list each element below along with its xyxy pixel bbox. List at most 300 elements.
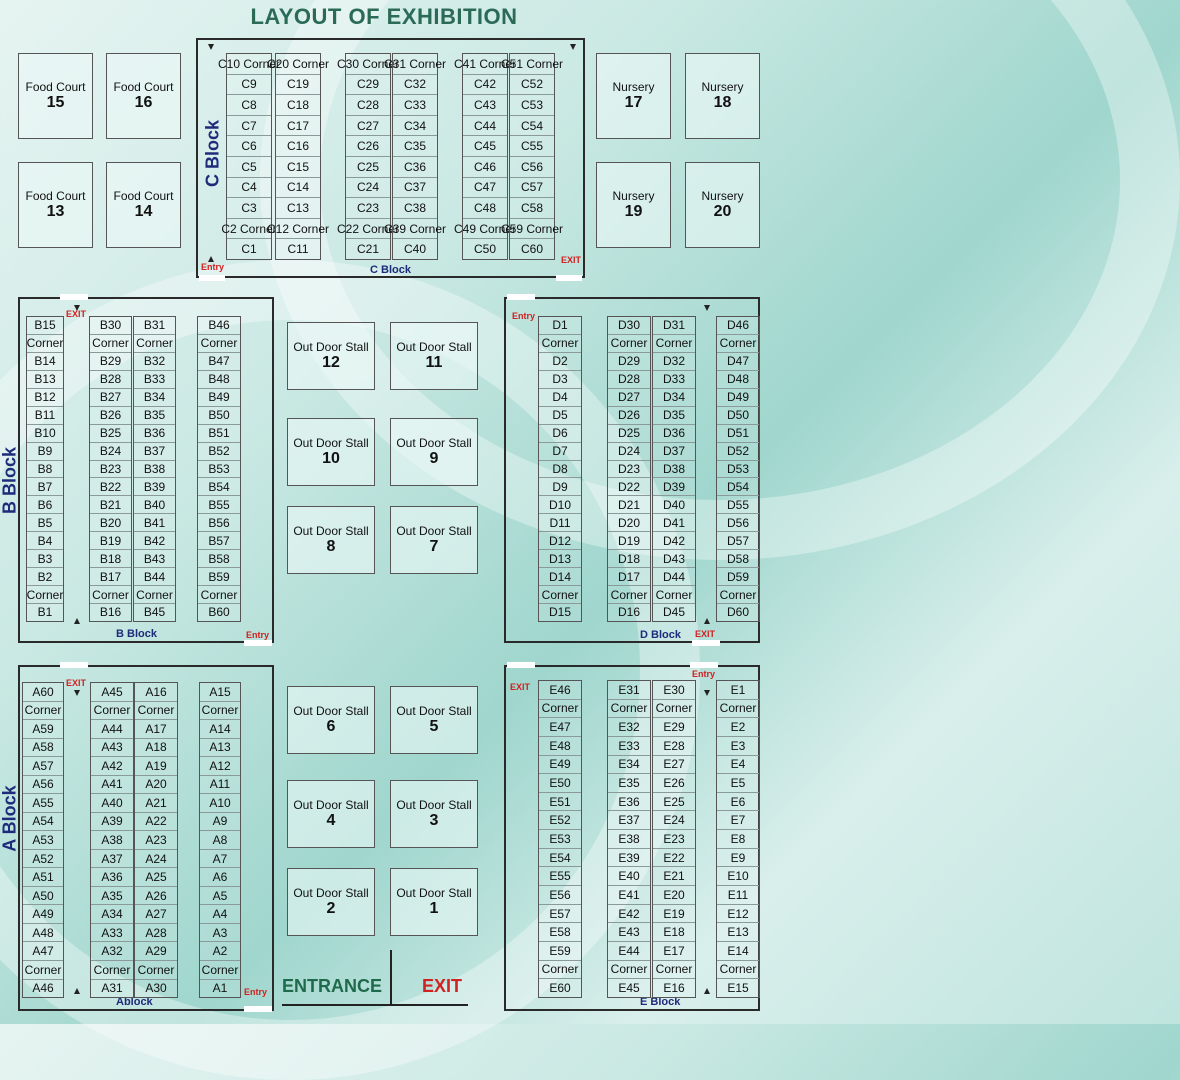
stall-cell[interactable]: B35 [134, 407, 175, 425]
stall-cell[interactable]: D35 [653, 407, 695, 425]
stall-cell[interactable]: B14 [27, 353, 63, 371]
e-entry-door[interactable] [690, 662, 718, 668]
stall-cell[interactable]: E57 [539, 905, 581, 924]
stall-cell[interactable]: E49 [539, 756, 581, 775]
stall-cell[interactable]: A59 [23, 720, 63, 739]
stall-cell[interactable]: C39 Corner [393, 219, 437, 240]
stall-cell[interactable]: C42 [463, 75, 507, 96]
food-court-16[interactable] [106, 53, 181, 139]
stall-cell[interactable]: D32 [653, 353, 695, 371]
stall-cell[interactable]: A36 [91, 868, 133, 887]
stall-cell[interactable]: E26 [653, 774, 695, 793]
stall-cell[interactable]: Corner [653, 335, 695, 353]
nursery-20[interactable] [685, 162, 760, 248]
stall-cell[interactable]: A32 [91, 942, 133, 961]
stall-cell[interactable]: A31 [91, 980, 133, 998]
stall-cell[interactable]: D42 [653, 532, 695, 550]
stall-cell[interactable]: C60 [510, 239, 554, 259]
stall-cell[interactable]: Corner [198, 586, 240, 604]
stall-cell[interactable]: C11 [276, 239, 320, 259]
stall-cell[interactable]: E16 [653, 979, 695, 997]
stall-cell[interactable]: D30 [608, 317, 650, 335]
stall-cell[interactable]: E32 [608, 718, 650, 737]
stall-cell[interactable]: D60 [717, 604, 759, 621]
stall-cell[interactable]: Corner [608, 961, 650, 980]
stall-cell[interactable]: C23 [346, 198, 390, 219]
stall-cell[interactable]: D3 [539, 371, 581, 389]
stall-cell[interactable]: C55 [510, 136, 554, 157]
stall-cell[interactable]: D57 [717, 532, 759, 550]
b-exit-door[interactable] [60, 294, 88, 300]
stall-cell[interactable]: B50 [198, 407, 240, 425]
stall-cell[interactable]: C14 [276, 178, 320, 199]
stall-cell[interactable]: E43 [608, 923, 650, 942]
stall-cell[interactable]: B6 [27, 496, 63, 514]
stall-cell[interactable]: E15 [717, 979, 759, 997]
stall-cell[interactable]: D34 [653, 389, 695, 407]
outdoor-stall-5[interactable] [390, 686, 478, 754]
stall-cell[interactable]: A8 [200, 831, 240, 850]
stall-cell[interactable]: C34 [393, 116, 437, 137]
stall-cell[interactable]: C12 Corner [276, 219, 320, 240]
stall-cell[interactable]: A35 [91, 887, 133, 906]
stall-cell[interactable]: B60 [198, 604, 240, 621]
outdoor-stall-1[interactable] [390, 868, 478, 936]
stall-cell[interactable]: A23 [135, 831, 177, 850]
stall-cell[interactable]: C58 [510, 198, 554, 219]
stall-cell[interactable]: D20 [608, 514, 650, 532]
stall-cell[interactable]: A30 [135, 980, 177, 998]
stall-cell[interactable]: A29 [135, 942, 177, 961]
outdoor-stall-4[interactable] [287, 780, 375, 848]
stall-cell[interactable]: E7 [717, 811, 759, 830]
stall-cell[interactable]: B41 [134, 514, 175, 532]
stall-cell[interactable]: E56 [539, 886, 581, 905]
stall-cell[interactable]: C31 Corner [393, 54, 437, 75]
a-entry-door[interactable] [244, 1006, 272, 1012]
stall-cell[interactable]: C22 Corner [346, 219, 390, 240]
outdoor-stall-2[interactable] [287, 868, 375, 936]
stall-cell[interactable]: B51 [198, 425, 240, 443]
stall-cell[interactable]: A17 [135, 720, 177, 739]
stall-cell[interactable]: B59 [198, 568, 240, 586]
stall-cell[interactable]: A56 [23, 776, 63, 795]
stall-cell[interactable]: B17 [90, 568, 131, 586]
stall-cell[interactable]: D12 [539, 532, 581, 550]
stall-cell[interactable]: Corner [653, 586, 695, 604]
stall-cell[interactable]: A52 [23, 850, 63, 869]
stall-cell[interactable]: B43 [134, 550, 175, 568]
stall-cell[interactable]: D56 [717, 514, 759, 532]
stall-cell[interactable]: C54 [510, 116, 554, 137]
nursery-18[interactable] [685, 53, 760, 139]
stall-cell[interactable]: A55 [23, 794, 63, 813]
stall-cell[interactable]: C5 [227, 157, 271, 178]
stall-cell[interactable]: D46 [717, 317, 759, 335]
stall-cell[interactable]: B34 [134, 389, 175, 407]
stall-cell[interactable]: C35 [393, 136, 437, 157]
stall-cell[interactable]: Corner [717, 961, 759, 980]
stall-cell[interactable]: C52 [510, 75, 554, 96]
stall-cell[interactable]: C13 [276, 198, 320, 219]
stall-cell[interactable]: C26 [346, 136, 390, 157]
stall-cell[interactable]: B31 [134, 317, 175, 335]
stall-cell[interactable]: B33 [134, 371, 175, 389]
stall-cell[interactable]: A14 [200, 720, 240, 739]
stall-cell[interactable]: C18 [276, 95, 320, 116]
stall-cell[interactable]: A15 [200, 683, 240, 702]
stall-cell[interactable]: E13 [717, 923, 759, 942]
stall-cell[interactable]: B37 [134, 443, 175, 461]
stall-cell[interactable]: Corner [135, 961, 177, 980]
stall-cell[interactable]: A44 [91, 720, 133, 739]
stall-cell[interactable]: B53 [198, 461, 240, 479]
stall-cell[interactable]: A10 [200, 794, 240, 813]
stall-cell[interactable]: C28 [346, 95, 390, 116]
stall-cell[interactable]: B19 [90, 532, 131, 550]
stall-cell[interactable]: B3 [27, 550, 63, 568]
stall-cell[interactable]: B8 [27, 461, 63, 479]
stall-cell[interactable]: A37 [91, 850, 133, 869]
food-court-15[interactable] [18, 53, 93, 139]
stall-cell[interactable]: A9 [200, 813, 240, 832]
stall-cell[interactable]: Corner [653, 961, 695, 980]
stall-cell[interactable]: A41 [91, 776, 133, 795]
stall-cell[interactable]: D51 [717, 425, 759, 443]
stall-cell[interactable]: A26 [135, 887, 177, 906]
stall-cell[interactable]: C3 [227, 198, 271, 219]
stall-cell[interactable]: A34 [91, 905, 133, 924]
stall-cell[interactable]: D23 [608, 461, 650, 479]
stall-cell[interactable]: D55 [717, 496, 759, 514]
stall-cell[interactable]: E54 [539, 849, 581, 868]
stall-cell[interactable]: Corner [717, 586, 759, 604]
stall-cell[interactable]: B7 [27, 478, 63, 496]
stall-cell[interactable]: B58 [198, 550, 240, 568]
stall-cell[interactable]: B38 [134, 461, 175, 479]
stall-cell[interactable]: E5 [717, 774, 759, 793]
stall-cell[interactable]: D7 [539, 443, 581, 461]
stall-cell[interactable]: D33 [653, 371, 695, 389]
stall-cell[interactable]: E21 [653, 867, 695, 886]
stall-cell[interactable]: Corner [90, 335, 131, 353]
stall-cell[interactable]: E14 [717, 942, 759, 961]
stall-cell[interactable]: B54 [198, 478, 240, 496]
stall-cell[interactable]: B15 [27, 317, 63, 335]
stall-cell[interactable]: E42 [608, 905, 650, 924]
stall-cell[interactable]: D47 [717, 353, 759, 371]
stall-cell[interactable]: D8 [539, 461, 581, 479]
stall-cell[interactable]: A45 [91, 683, 133, 702]
stall-cell[interactable]: A19 [135, 757, 177, 776]
stall-cell[interactable]: D16 [608, 604, 650, 621]
stall-cell[interactable]: D5 [539, 407, 581, 425]
stall-cell[interactable]: B49 [198, 389, 240, 407]
stall-cell[interactable]: E34 [608, 756, 650, 775]
outdoor-stall-7[interactable] [390, 506, 478, 574]
outdoor-stall-6[interactable] [287, 686, 375, 754]
stall-cell[interactable]: E52 [539, 811, 581, 830]
stall-cell[interactable]: B4 [27, 532, 63, 550]
stall-cell[interactable]: C45 [463, 136, 507, 157]
stall-cell[interactable]: A5 [200, 887, 240, 906]
stall-cell[interactable]: E37 [608, 811, 650, 830]
stall-cell[interactable]: D31 [653, 317, 695, 335]
stall-cell[interactable]: B52 [198, 443, 240, 461]
stall-cell[interactable]: E31 [608, 681, 650, 700]
stall-cell[interactable]: D4 [539, 389, 581, 407]
stall-cell[interactable]: A16 [135, 683, 177, 702]
stall-cell[interactable]: A21 [135, 794, 177, 813]
stall-cell[interactable]: C17 [276, 116, 320, 137]
stall-cell[interactable]: B21 [90, 496, 131, 514]
stall-cell[interactable]: Corner [135, 702, 177, 721]
stall-cell[interactable]: D18 [608, 550, 650, 568]
stall-cell[interactable]: Corner [198, 335, 240, 353]
stall-cell[interactable]: D17 [608, 568, 650, 586]
stall-cell[interactable]: A24 [135, 850, 177, 869]
stall-cell[interactable]: A1 [200, 980, 240, 998]
stall-cell[interactable]: A4 [200, 905, 240, 924]
stall-cell[interactable]: D53 [717, 461, 759, 479]
stall-cell[interactable]: B2 [27, 568, 63, 586]
stall-cell[interactable]: A22 [135, 813, 177, 832]
stall-cell[interactable]: E59 [539, 942, 581, 961]
stall-cell[interactable]: Corner [91, 702, 133, 721]
stall-cell[interactable]: C38 [393, 198, 437, 219]
stall-cell[interactable]: A47 [23, 942, 63, 961]
stall-cell[interactable]: C8 [227, 95, 271, 116]
stall-cell[interactable]: E35 [608, 774, 650, 793]
stall-cell[interactable]: Corner [539, 335, 581, 353]
stall-cell[interactable]: C20 Corner [276, 54, 320, 75]
stall-cell[interactable]: C56 [510, 157, 554, 178]
stall-cell[interactable]: A49 [23, 905, 63, 924]
stall-cell[interactable]: A20 [135, 776, 177, 795]
stall-cell[interactable]: C6 [227, 136, 271, 157]
stall-cell[interactable]: Corner [539, 961, 581, 980]
stall-cell[interactable]: A3 [200, 924, 240, 943]
outdoor-stall-12[interactable] [287, 322, 375, 390]
stall-cell[interactable]: D19 [608, 532, 650, 550]
stall-cell[interactable]: E27 [653, 756, 695, 775]
stall-cell[interactable]: B22 [90, 478, 131, 496]
stall-cell[interactable]: B5 [27, 514, 63, 532]
stall-cell[interactable]: E24 [653, 811, 695, 830]
stall-cell[interactable]: B18 [90, 550, 131, 568]
stall-cell[interactable]: C41 Corner [463, 54, 507, 75]
stall-cell[interactable]: C47 [463, 178, 507, 199]
stall-cell[interactable]: D2 [539, 353, 581, 371]
stall-cell[interactable]: C51 Corner [510, 54, 554, 75]
stall-cell[interactable]: A7 [200, 850, 240, 869]
stall-cell[interactable]: B55 [198, 496, 240, 514]
stall-cell[interactable]: A25 [135, 868, 177, 887]
stall-cell[interactable]: C32 [393, 75, 437, 96]
outdoor-stall-11[interactable] [390, 322, 478, 390]
stall-cell[interactable]: C40 [393, 239, 437, 259]
stall-cell[interactable]: C7 [227, 116, 271, 137]
stall-cell[interactable]: C19 [276, 75, 320, 96]
stall-cell[interactable]: E6 [717, 793, 759, 812]
stall-cell[interactable]: E20 [653, 886, 695, 905]
d-exit-door[interactable] [692, 640, 720, 646]
stall-cell[interactable]: B44 [134, 568, 175, 586]
stall-cell[interactable]: A51 [23, 868, 63, 887]
stall-cell[interactable]: B23 [90, 461, 131, 479]
stall-cell[interactable]: E2 [717, 718, 759, 737]
stall-cell[interactable]: B28 [90, 371, 131, 389]
stall-cell[interactable]: A42 [91, 757, 133, 776]
stall-cell[interactable]: E53 [539, 830, 581, 849]
stall-cell[interactable]: C4 [227, 178, 271, 199]
stall-cell[interactable]: D58 [717, 550, 759, 568]
stall-cell[interactable]: E17 [653, 942, 695, 961]
stall-cell[interactable]: D29 [608, 353, 650, 371]
stall-cell[interactable]: A11 [200, 776, 240, 795]
stall-cell[interactable]: D13 [539, 550, 581, 568]
stall-cell[interactable]: E9 [717, 849, 759, 868]
stall-cell[interactable]: B39 [134, 478, 175, 496]
stall-cell[interactable]: C10 Corner [227, 54, 271, 75]
stall-cell[interactable]: C1 [227, 239, 271, 259]
stall-cell[interactable]: E38 [608, 830, 650, 849]
stall-cell[interactable]: E39 [608, 849, 650, 868]
stall-cell[interactable]: D10 [539, 496, 581, 514]
stall-cell[interactable]: C37 [393, 178, 437, 199]
stall-cell[interactable]: E33 [608, 737, 650, 756]
stall-cell[interactable]: C30 Corner [346, 54, 390, 75]
stall-cell[interactable]: D44 [653, 568, 695, 586]
stall-cell[interactable]: A54 [23, 813, 63, 832]
stall-cell[interactable]: D24 [608, 443, 650, 461]
stall-cell[interactable]: D54 [717, 478, 759, 496]
stall-cell[interactable]: C48 [463, 198, 507, 219]
stall-cell[interactable]: Corner [200, 702, 240, 721]
food-court-13[interactable] [18, 162, 93, 248]
stall-cell[interactable]: A6 [200, 868, 240, 887]
stall-cell[interactable]: D40 [653, 496, 695, 514]
stall-cell[interactable]: C49 Corner [463, 219, 507, 240]
stall-cell[interactable]: D52 [717, 443, 759, 461]
stall-cell[interactable]: A58 [23, 739, 63, 758]
stall-cell[interactable]: Corner [23, 702, 63, 721]
stall-cell[interactable]: B36 [134, 425, 175, 443]
stall-cell[interactable]: E1 [717, 681, 759, 700]
stall-cell[interactable]: B30 [90, 317, 131, 335]
stall-cell[interactable]: A2 [200, 942, 240, 961]
stall-cell[interactable]: B29 [90, 353, 131, 371]
stall-cell[interactable]: Corner [539, 586, 581, 604]
stall-cell[interactable]: Corner [717, 335, 759, 353]
stall-cell[interactable]: A38 [91, 831, 133, 850]
stall-cell[interactable]: C46 [463, 157, 507, 178]
stall-cell[interactable]: A28 [135, 924, 177, 943]
b-entry-door[interactable] [244, 640, 272, 646]
stall-cell[interactable]: B16 [90, 604, 131, 621]
stall-cell[interactable]: Corner [90, 586, 131, 604]
stall-cell[interactable]: D45 [653, 604, 695, 621]
stall-cell[interactable]: C57 [510, 178, 554, 199]
e-exit-door[interactable] [507, 662, 535, 668]
stall-cell[interactable]: E11 [717, 886, 759, 905]
stall-cell[interactable]: B45 [134, 604, 175, 621]
stall-cell[interactable]: A33 [91, 924, 133, 943]
stall-cell[interactable]: C21 [346, 239, 390, 259]
stall-cell[interactable]: A46 [23, 980, 63, 998]
stall-cell[interactable]: B24 [90, 443, 131, 461]
stall-cell[interactable]: A48 [23, 924, 63, 943]
stall-cell[interactable]: D15 [539, 604, 581, 621]
stall-cell[interactable]: B1 [27, 604, 63, 621]
stall-cell[interactable]: C15 [276, 157, 320, 178]
stall-cell[interactable]: E50 [539, 774, 581, 793]
stall-cell[interactable]: D1 [539, 317, 581, 335]
stall-cell[interactable]: E44 [608, 942, 650, 961]
stall-cell[interactable]: Corner [539, 700, 581, 719]
stall-cell[interactable]: C59 Corner [510, 219, 554, 240]
stall-cell[interactable]: E22 [653, 849, 695, 868]
stall-cell[interactable]: B9 [27, 443, 63, 461]
stall-cell[interactable]: A43 [91, 739, 133, 758]
stall-cell[interactable]: C33 [393, 95, 437, 116]
stall-cell[interactable]: A12 [200, 757, 240, 776]
stall-cell[interactable]: E4 [717, 756, 759, 775]
stall-cell[interactable]: Corner [608, 335, 650, 353]
stall-cell[interactable]: B12 [27, 389, 63, 407]
stall-cell[interactable]: E41 [608, 886, 650, 905]
stall-cell[interactable]: Corner [27, 586, 63, 604]
outdoor-stall-9[interactable] [390, 418, 478, 486]
a-exit-door[interactable] [60, 662, 88, 668]
stall-cell[interactable]: B56 [198, 514, 240, 532]
stall-cell[interactable]: B46 [198, 317, 240, 335]
stall-cell[interactable]: E60 [539, 979, 581, 997]
stall-cell[interactable]: E47 [539, 718, 581, 737]
stall-cell[interactable]: E8 [717, 830, 759, 849]
stall-cell[interactable]: E3 [717, 737, 759, 756]
stall-cell[interactable]: E58 [539, 923, 581, 942]
stall-cell[interactable]: C2 Corner [227, 219, 271, 240]
stall-cell[interactable]: E29 [653, 718, 695, 737]
stall-cell[interactable]: D14 [539, 568, 581, 586]
stall-cell[interactable]: C43 [463, 95, 507, 116]
stall-cell[interactable]: E48 [539, 737, 581, 756]
stall-cell[interactable]: E25 [653, 793, 695, 812]
stall-cell[interactable]: Corner [653, 700, 695, 719]
stall-cell[interactable]: B47 [198, 353, 240, 371]
stall-cell[interactable]: A60 [23, 683, 63, 702]
stall-cell[interactable]: D25 [608, 425, 650, 443]
stall-cell[interactable]: Corner [23, 961, 63, 980]
c-exit-door[interactable] [556, 275, 582, 281]
stall-cell[interactable]: D39 [653, 478, 695, 496]
stall-cell[interactable]: D36 [653, 425, 695, 443]
stall-cell[interactable]: Corner [717, 700, 759, 719]
stall-cell[interactable]: C53 [510, 95, 554, 116]
stall-cell[interactable]: E30 [653, 681, 695, 700]
stall-cell[interactable]: E45 [608, 979, 650, 997]
stall-cell[interactable]: Corner [608, 586, 650, 604]
main-exit-label[interactable]: EXIT [422, 976, 463, 996]
stall-cell[interactable]: D49 [717, 389, 759, 407]
stall-cell[interactable]: E18 [653, 923, 695, 942]
food-court-14[interactable] [106, 162, 181, 248]
stall-cell[interactable]: A57 [23, 757, 63, 776]
stall-cell[interactable]: D43 [653, 550, 695, 568]
stall-cell[interactable]: Corner [134, 586, 175, 604]
stall-cell[interactable]: A18 [135, 739, 177, 758]
